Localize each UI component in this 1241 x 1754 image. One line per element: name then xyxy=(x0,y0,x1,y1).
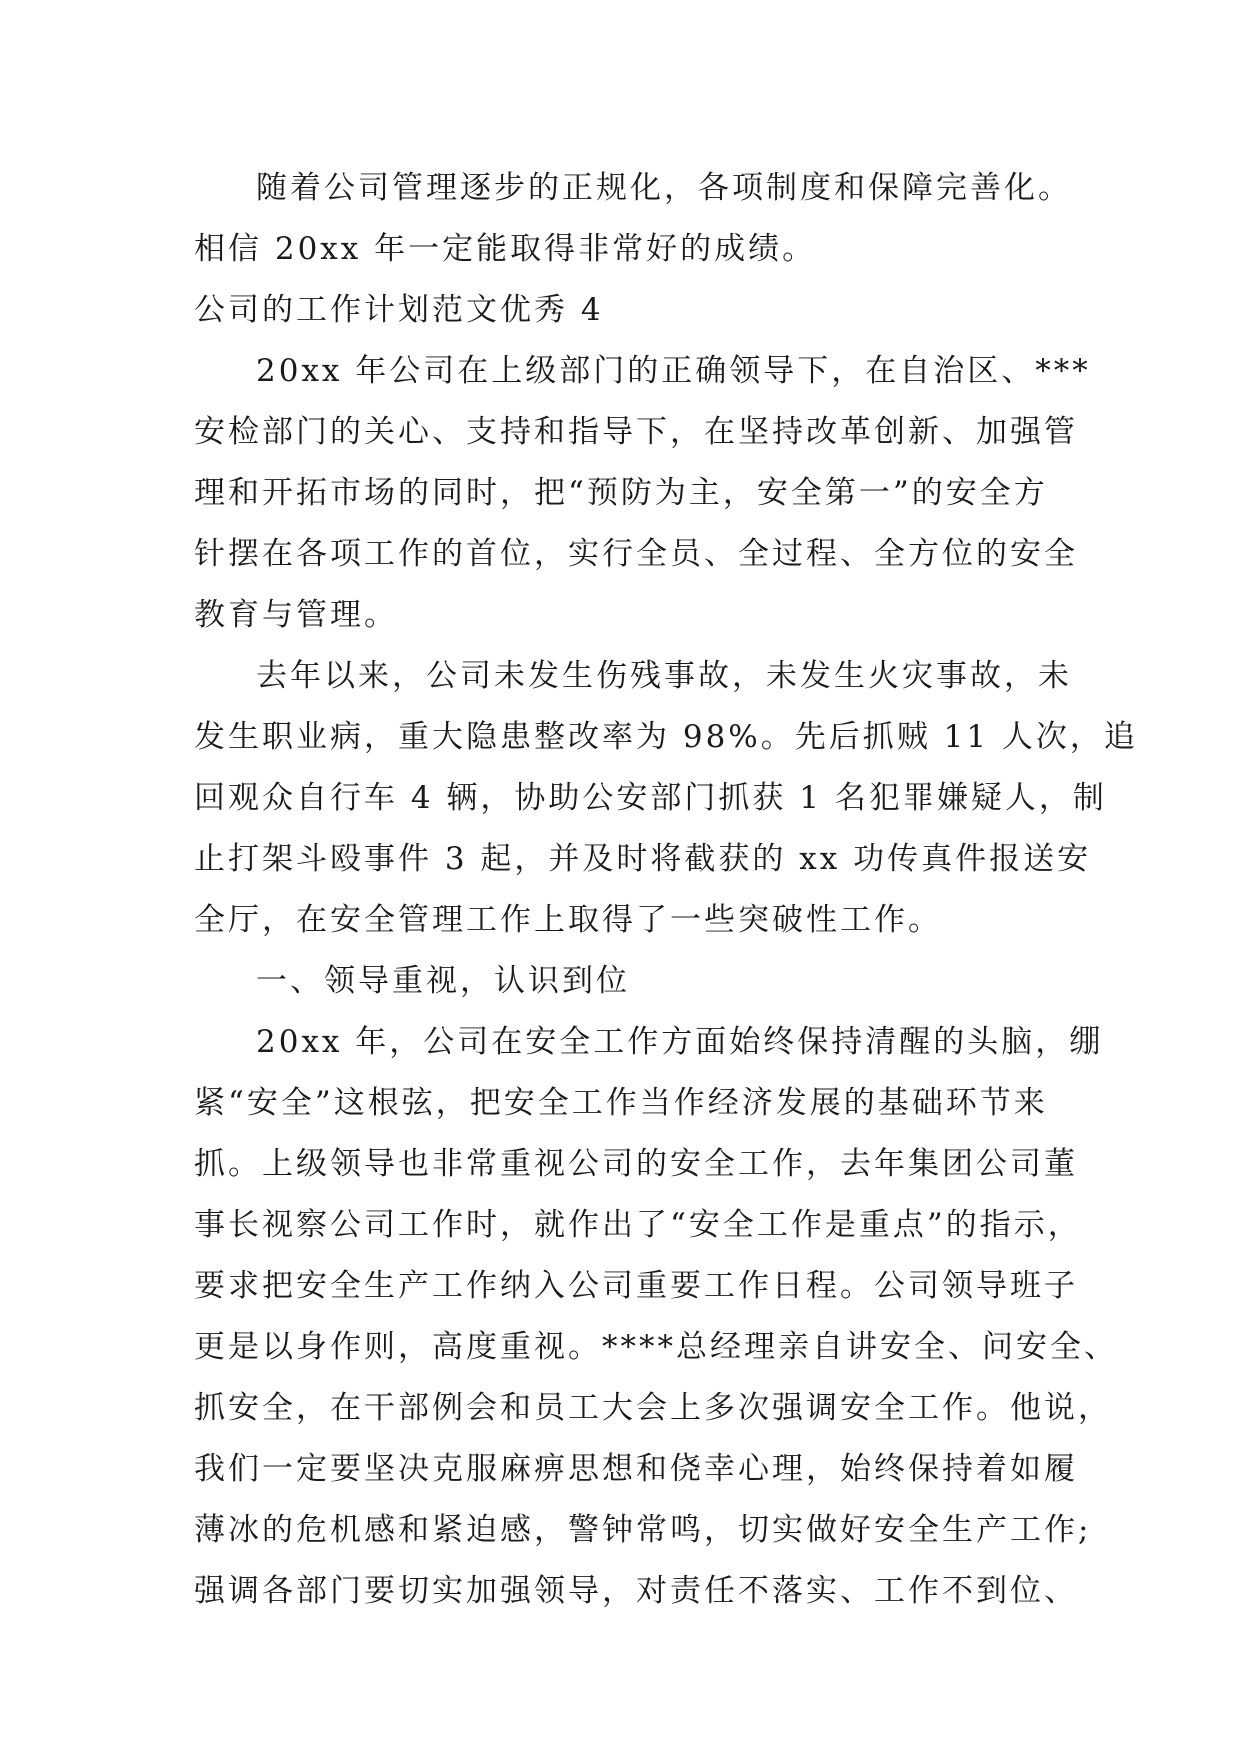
paragraph-line: 去年以来，公司未发生伤残事故，未发生火灾事故，未 xyxy=(256,658,1072,694)
paragraph-line: 相信 20xx 年一定能取得非常好的成绩。 xyxy=(194,231,817,267)
paragraph-line: 要求把安全生产工作纳入公司重要工作日程。公司领导班子 xyxy=(194,1268,1078,1304)
paragraph-line: 发生职业病，重大隐患整改率为 98%。先后抓贼 11 人次，追 xyxy=(194,719,1138,755)
paragraph-line: 理和开拓市场的同时，把“预防为主，安全第一”的安全方 xyxy=(194,475,1048,511)
subheading: 一、领导重视，认识到位 xyxy=(256,963,630,999)
paragraph-line: 紧“安全”这根弦，把安全工作当作经济发展的基础环节来 xyxy=(194,1085,1048,1121)
document-body xyxy=(194,158,1138,1622)
paragraph-line: 回观众自行车 4 辆，协助公安部门抓获 1 名犯罪嫌疑人，制 xyxy=(194,780,1107,816)
paragraph-line: 更是以身作则，高度重视。****总经理亲自讲安全、问安全、 xyxy=(194,1329,1118,1365)
paragraph-line: 随着公司管理逐步的正规化，各项制度和保障完善化。 xyxy=(256,170,1072,206)
paragraph-line: 针摆在各项工作的首位，实行全员、全过程、全方位的安全 xyxy=(194,536,1078,572)
section-title: 公司的工作计划范文优秀 4 xyxy=(194,292,604,328)
paragraph-line: 我们一定要坚决克服麻痹思想和侥幸心理，始终保持着如履 xyxy=(194,1451,1078,1487)
paragraph-line: 事长视察公司工作时，就作出了“安全工作是重点”的指示， xyxy=(194,1207,1082,1243)
paragraph-line: 抓安全，在干部例会和员工大会上多次强调安全工作。他说， xyxy=(194,1390,1112,1426)
paragraph-line: 抓。上级领导也非常重视公司的安全工作，去年集团公司董 xyxy=(194,1146,1078,1182)
paragraph-line: 止打架斗殴事件 3 起，并及时将截获的 xx 功传真件报送安 xyxy=(194,841,1092,877)
paragraph-line: 安检部门的关心、支持和指导下，在坚持改革创新、加强管 xyxy=(194,414,1078,450)
paragraph-line: 薄冰的危机感和紧迫感，警钟常鸣，切实做好安全生产工作; xyxy=(194,1512,1092,1548)
paragraph-line: 20xx 年公司在上级部门的正确领导下，在自治区、*** xyxy=(256,353,1091,389)
paragraph-line: 强调各部门要切实加强领导，对责任不落实、工作不到位、 xyxy=(194,1573,1078,1609)
paragraph-line: 20xx 年，公司在安全工作方面始终保持清醒的头脑，绷 xyxy=(256,1024,1104,1060)
paragraph-line: 教育与管理。 xyxy=(194,597,398,633)
paragraph-line: 全厅，在安全管理工作上取得了一些突破性工作。 xyxy=(194,902,942,938)
